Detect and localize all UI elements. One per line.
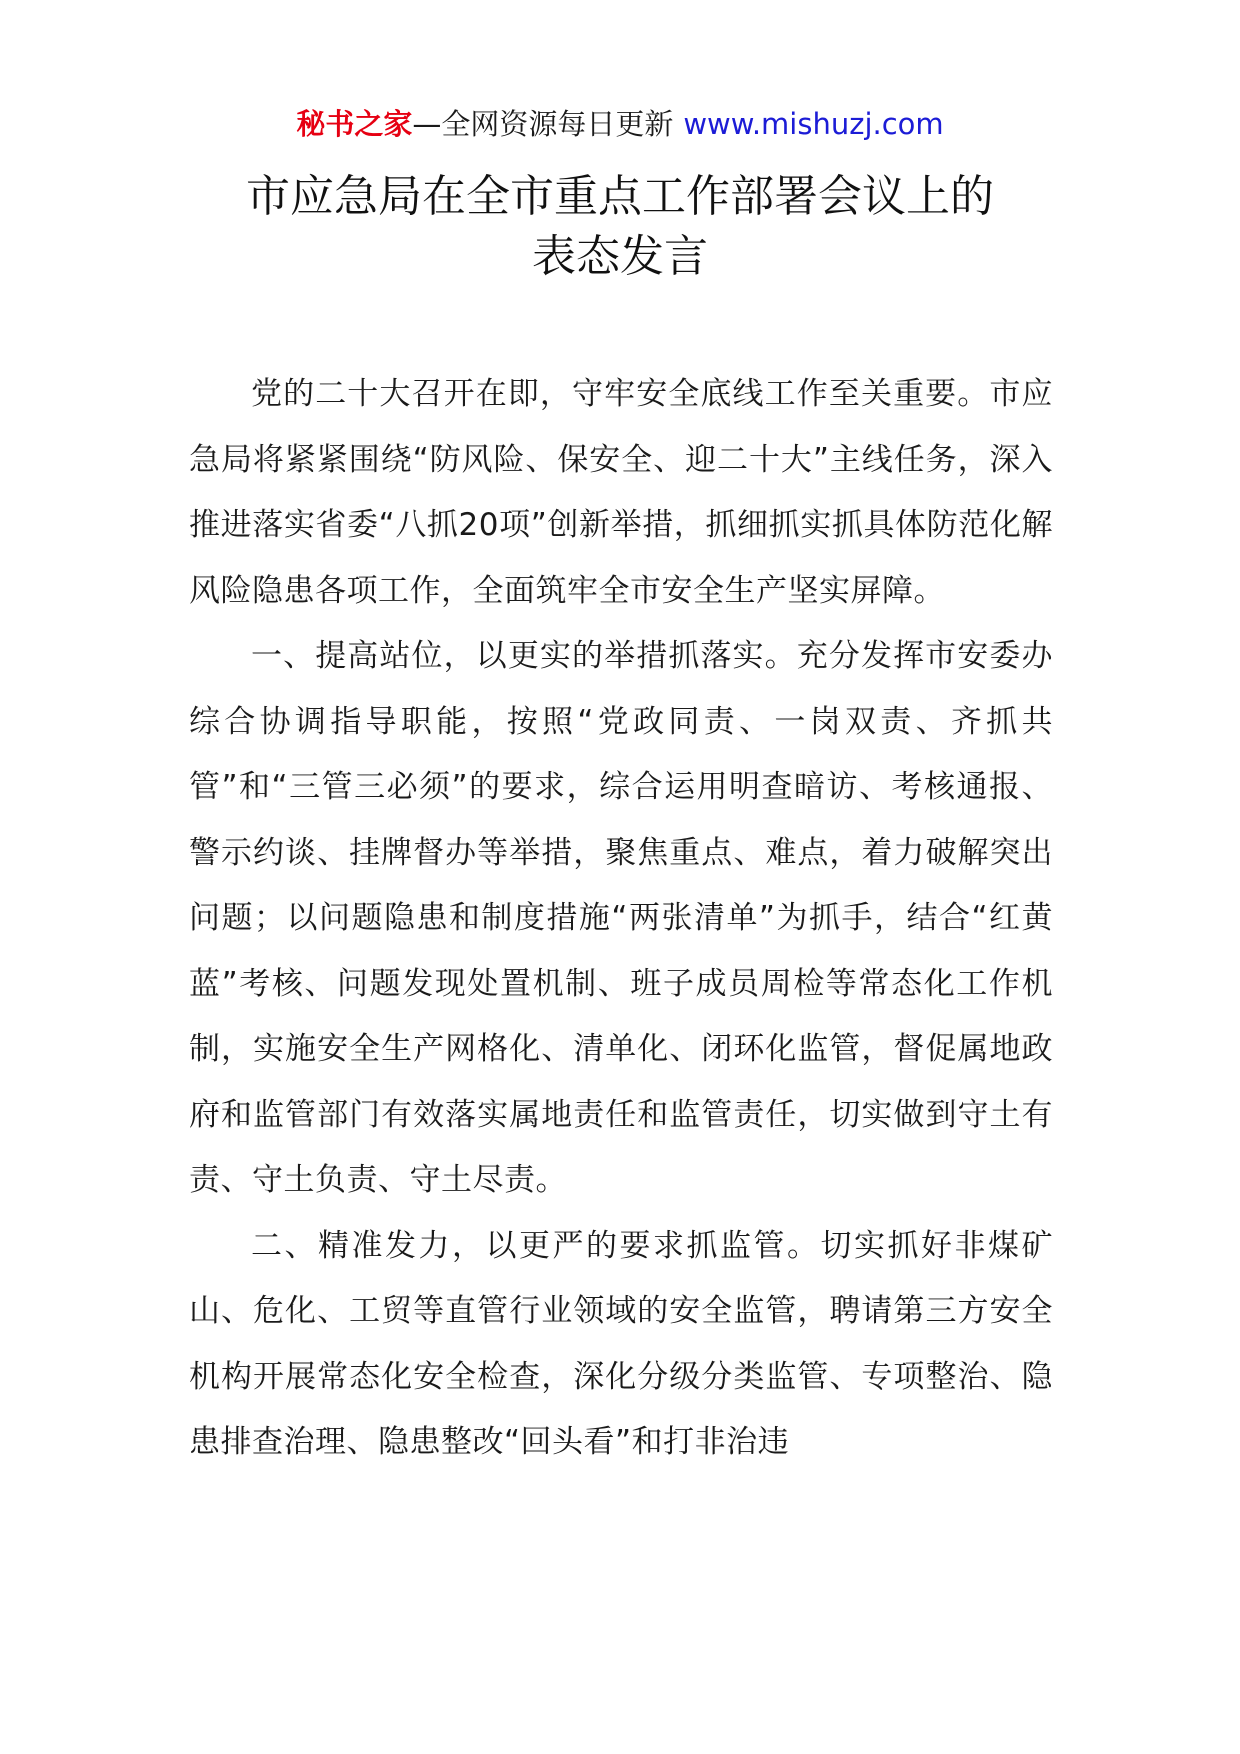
site-url-link[interactable]: www.mishuzj.com xyxy=(683,107,944,141)
paragraph-section-2: 二、精准发力，以更严的要求抓监管。切实抓好非煤矿山、危化、工贸等直管行业领域的安全监管，聘请第三方安全机构开展常态化安全检查，深化分级分类监管、专项整治、隐患排查治理、隐患整改“回头看”和打非治违 xyxy=(189,1227,1053,1460)
paragraph-section-1: 一、提高站位，以更实的举措抓落实。充分发挥市安委办综合协调指导职能，按照“党政同责、一岗双责、齐抓共管”和“三管三必须”的要求，综合运用明查暗访、考核通报、警示约谈、挂牌督办等举措，聚焦重点、难点，着力破解突出问题；以问题隐患和制度措施“两张清单”为抓手，结合“红黄蓝”考核、问题发现处置机制、班子成员周检等常态化工作机制，实施安全生产网格化、清单化、闭环化监管，督促属地政府和监管部门有效落实属地责任和监管责任，切实做到守土有责、守土负责、守土尽责。 xyxy=(189,638,1053,1198)
site-header xyxy=(0,104,1240,144)
title-line-2: 表态发言 xyxy=(532,231,708,282)
title-line-1: 市应急局在全市重点工作部署会议上的 xyxy=(246,171,994,222)
header-tagline: —全网资源每日更新 xyxy=(412,107,674,141)
brand-name: 秘书之家 xyxy=(296,107,413,141)
paragraph-intro: 党的二十大召开在即，守牢安全底线工作至关重要。市应急局将紧紧围绕“防风险、保安全、迎二十大”主线任务，深入推进落实省委“八抓20项”创新举措，抓细抓实抓具体防范化解风险隐患各项工作，全面筑牢全市安全生产坚实屏障。 xyxy=(189,376,1053,609)
document-body xyxy=(189,362,1053,1476)
document-title xyxy=(0,167,1240,287)
